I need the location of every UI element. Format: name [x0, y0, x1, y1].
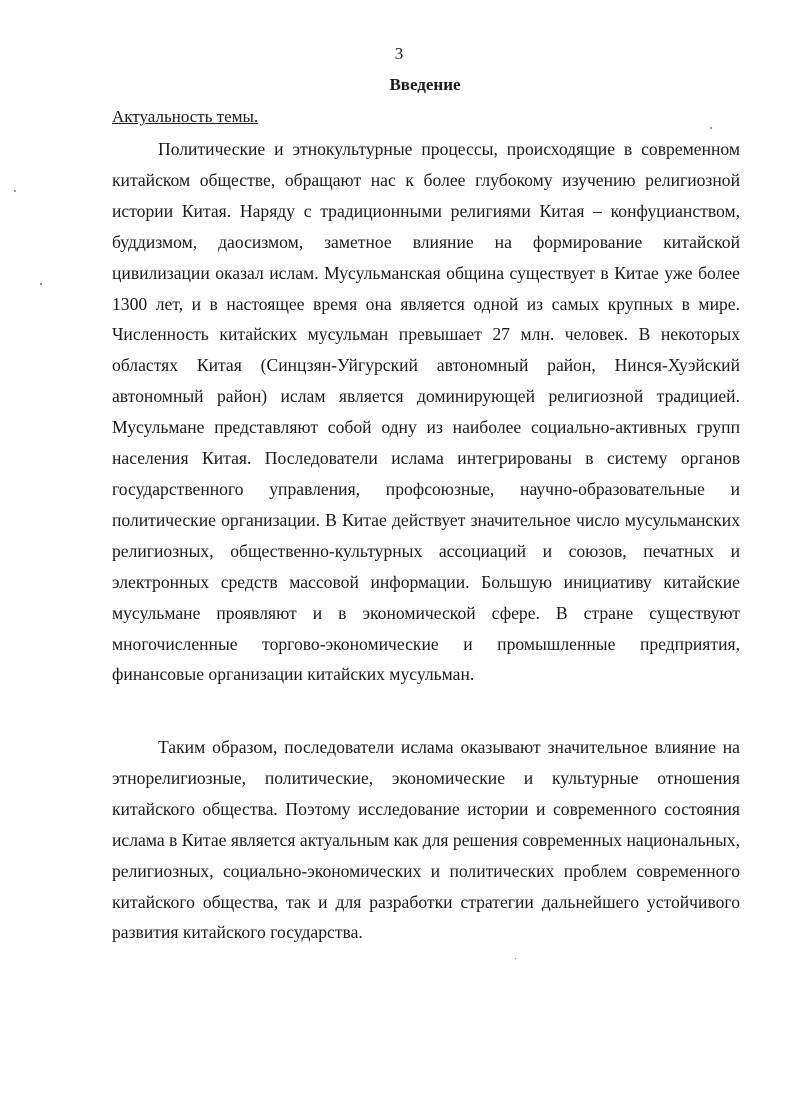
scan-speck	[14, 190, 16, 192]
scan-speck	[710, 127, 712, 129]
scan-speck	[40, 283, 42, 285]
paragraph-2: Таким образом, последователи ислама оказывают значительное влияние на этнорелигиозные, политические, экономические и культурные отношения китайского общества. Поэтому исследование истории и современного состояния ислама в Китае является актуальным как для решения современных национальных, религиозных, социально-экономических и политических проблем современного китайского общества, так и для разработки стратегии дальнейшего устойчивого развития китайского государства.	[112, 737, 740, 943]
subsection-heading: Актуальность темы.	[112, 107, 259, 126]
section-heading: Введение	[389, 75, 461, 94]
page-number: 3	[394, 44, 404, 63]
scan-speck	[515, 958, 516, 959]
paragraph-1: Политические и этнокультурные процессы, происходящие в современном китайском обществе, обращают нас к более глубокому изучению религиозной истории Китая. Наряду с традиционными религиями Китая – конфуцианством, буддизмом, даосизмом, заметное влияние на формирование китайской цивилизации оказал ислам. Мусульманская община существует в Китае уже более 1300 лет, и в настоящее время она является одной из самых крупных в мире. Численность китайских мусульман превышает 27 млн. человек. В некоторых областях Китая (Синцзян-Уйгурский автономный район, Нинся-Хуэйский автономный район) ислам является доминирующей религиозной традицией. Мусульмане представляют собой одну из наиболее социально-активных групп населения Китая. Последователи ислама интегрированы в систему органов государственного управления, профсоюзные, научно-образовательные и политические организации. В Китае действует значительное число мусульманских религиозных, общественно-культурных ассоциаций и союзов, печатных и электронных средств массовой информации. Большую инициативу китайские мусульмане проявляют и в экономической сфере. В стране существуют многочисленные торгово-экономические и промышленные предприятия, финансовые организации китайских мусульман.	[112, 139, 740, 685]
